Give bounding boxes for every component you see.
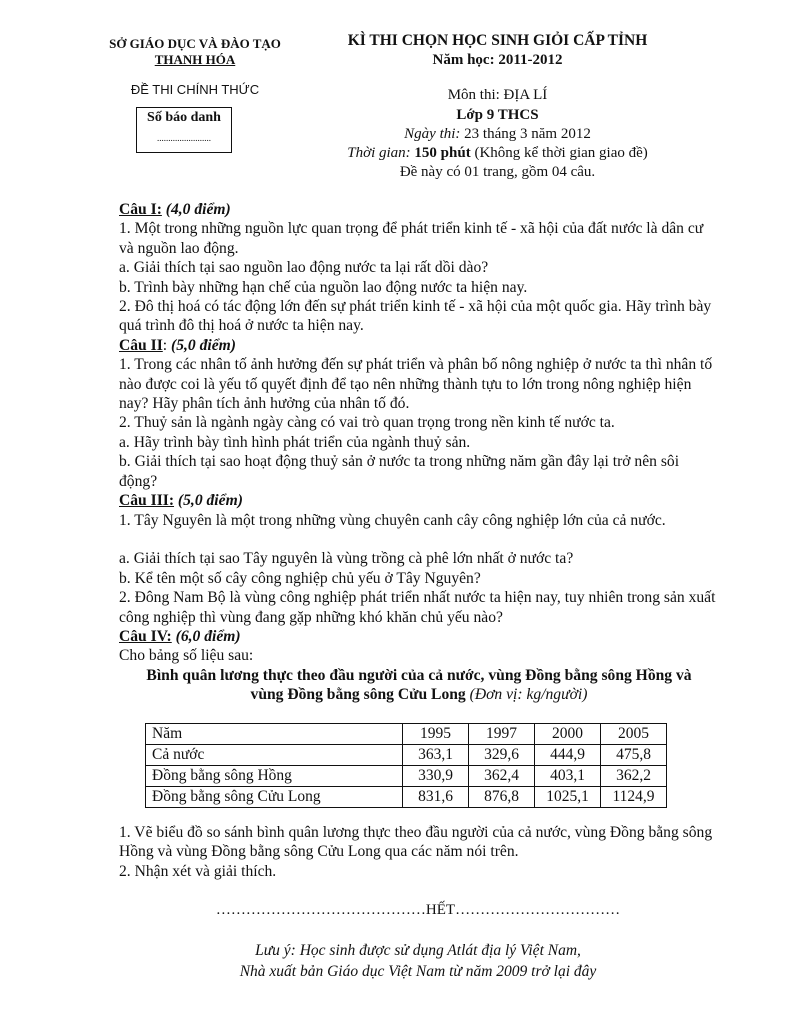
table-title-region: vùng Đồng bằng sông Cửu Long (250, 686, 466, 704)
province-name: THANH HÓA (154, 52, 236, 67)
exam-body (119, 200, 719, 705)
candidate-number-dots: ........................ (157, 133, 211, 143)
question-1-label: Câu I: (119, 201, 162, 218)
table-title-2 (119, 685, 719, 704)
question-1-line: 2. Đô thị hoá có tác động lớn đến sự phát triển kinh tế - xã hội của một quốc gia. Hãy trình bày quá trình đô thị hoá ở nước ta hiện nay. (119, 298, 712, 335)
table-header-cell: Năm (146, 724, 403, 745)
footer-note-line: Nhà xuất bản Giáo dục Việt Nam từ năm 2009 trở lại đây (239, 963, 597, 980)
school-year: Năm học: 2011-2012 (432, 52, 563, 68)
page-info: Đề này có 01 trang, gồm 04 câu. (399, 164, 596, 180)
table-cell: 876,8 (469, 787, 535, 808)
table-row (146, 745, 667, 766)
table-unit: (Đơn vị: kg/người) (465, 686, 588, 704)
question-2-label: Câu II (119, 336, 163, 354)
table-cell: 403,1 (535, 766, 601, 787)
question-2-line: 1. Trong các nhân tố ảnh hưởng đến sự phát triển và phân bố nông nghiệp ở nước ta thì nhân tố nào được coi là yếu tố quyết định để tạo nên những thành tựu to lớn trong nông nghiệp hiện nay? Hãy phân tích ảnh hưởng của nhân tố đó. (119, 356, 713, 413)
question-4-intro: Cho bảng số liệu sau: (119, 647, 254, 665)
time-value: 150 phút (410, 145, 471, 161)
date-label: Ngày thi: (404, 126, 461, 142)
table-header-cell: 2000 (535, 724, 601, 745)
question-2-points: (5,0 điểm) (171, 336, 236, 354)
exam-grade: Lớp 9 THCS (456, 107, 539, 123)
question-2-line: 2. Thuỷ sản là ngành ngày càng có vai trò quan trọng trong nền kinh tế nước ta. (119, 414, 615, 432)
question-4-heading (119, 627, 719, 646)
table-cell: 329,6 (469, 745, 535, 766)
table-cell: 475,8 (601, 745, 667, 766)
table-header-row (146, 724, 667, 745)
exam-duration (325, 145, 670, 162)
table-cell: 330,9 (403, 766, 469, 787)
department-name: SỞ GIÁO DỤC VÀ ĐÀO TẠO (109, 36, 281, 51)
question-3-line: b. Kể tên một số cây công nghiệp chủ yếu ở Tây Nguyên? (119, 569, 481, 587)
table-title: Bình quân lương thực theo đầu người của cả nước, vùng Đồng bằng sông Hồng và (146, 666, 692, 684)
question-1-line: 1. Một trong những nguồn lực quan trọng để phát triển kinh tế - xã hội của đất nước là dân cư và nguồn lao động. (119, 220, 704, 257)
blank-line (119, 530, 719, 549)
official-exam-label: ĐỀ THI CHÍNH THỨC (130, 82, 260, 97)
date-value: 23 tháng 3 năm 2012 (460, 126, 591, 142)
candidate-number-box (136, 107, 232, 153)
grain-per-capita-table (145, 723, 667, 808)
question-1-line: a. Giải thích tại sao nguồn lao động nước ta lại rất dồi dào? (119, 259, 489, 277)
table-cell: 363,1 (403, 745, 469, 766)
table-cell: 831,6 (403, 787, 469, 808)
question-2-line: a. Hãy trình bày tình hình phát triển của ngành thuỷ sản. (119, 433, 471, 451)
table-cell: 444,9 (535, 745, 601, 766)
exam-title: KÌ THI CHỌN HỌC SINH GIỎI CẤP TỈNH (347, 32, 648, 49)
table-row (146, 766, 667, 787)
end-marker: ……………………………………HẾT…………………………… (215, 902, 621, 918)
question-2-heading (119, 336, 719, 355)
question-3-heading (119, 491, 719, 510)
question-2-separator: : (162, 336, 172, 354)
footer-note (118, 940, 718, 982)
question-2-line: b. Giải thích tại sao hoạt động thuỷ sản ở nước ta trong những năm gần đây lại trở nên sôi động? (119, 453, 680, 490)
question-1-points: (4,0 điểm) (161, 201, 231, 218)
question-3-line: a. Giải thích tại sao Tây nguyên là vùng trồng cà phê lớn nhất ở nước ta? (119, 550, 574, 568)
question-4-tasks (119, 823, 719, 881)
question-1-heading (119, 200, 719, 219)
table-cell: 362,2 (601, 766, 667, 787)
question-4-task: 2. Nhận xét và giải thích. (119, 862, 277, 880)
question-1-line: b. Trình bày những hạn chế của nguồn lao động nước ta hiện nay. (119, 278, 528, 296)
table-row (146, 787, 667, 808)
time-note: (Không kể thời gian giao đề) (470, 145, 648, 161)
table-header-cell: 2005 (601, 724, 667, 745)
table-header-cell: 1995 (403, 724, 469, 745)
question-4-points: (6,0 điểm) (171, 627, 241, 645)
table-cell: 1025,1 (535, 787, 601, 808)
exam-date (325, 126, 670, 143)
candidate-number-label: Số báo danh (147, 110, 221, 125)
question-3-line: 2. Đông Nam Bộ là vùng công nghiệp phát triển nhất nước ta hiện nay, tuy nhiên trong sản xuất công nghiệp thì vùng đang gặp những khó khăn chủ yếu nào? (119, 589, 716, 626)
table-cell: 1124,9 (601, 787, 667, 808)
footer-note-line: Lưu ý: Học sinh được sử dụng Atlát địa lý Việt Nam, (255, 942, 581, 959)
table-cell: Đồng bằng sông Cửu Long (146, 787, 403, 808)
table-cell: 362,4 (469, 766, 535, 787)
question-3-line: 1. Tây Nguyên là một trong những vùng chuyên canh cây công nghiệp lớn của cả nước. (119, 511, 666, 529)
exam-subject: Môn thi: ĐỊA LÍ (447, 87, 548, 103)
table-cell: Cả nước (146, 745, 403, 766)
table-cell: Đồng bằng sông Hồng (146, 766, 403, 787)
question-4-label: Câu IV: (119, 627, 172, 645)
table-header-cell: 1997 (469, 724, 535, 745)
question-3-points: (5,0 điểm) (174, 492, 243, 510)
time-label: Thời gian: (347, 145, 411, 161)
question-3-label: Câu III: (119, 492, 175, 510)
question-4-task: 1. Vẽ biểu đồ so sánh bình quân lương thực theo đầu người của cả nước, vùng Đồng bằng sông Hồng và vùng Đồng bằng sông Cửu Long qua các năm nói trên. (119, 824, 713, 861)
